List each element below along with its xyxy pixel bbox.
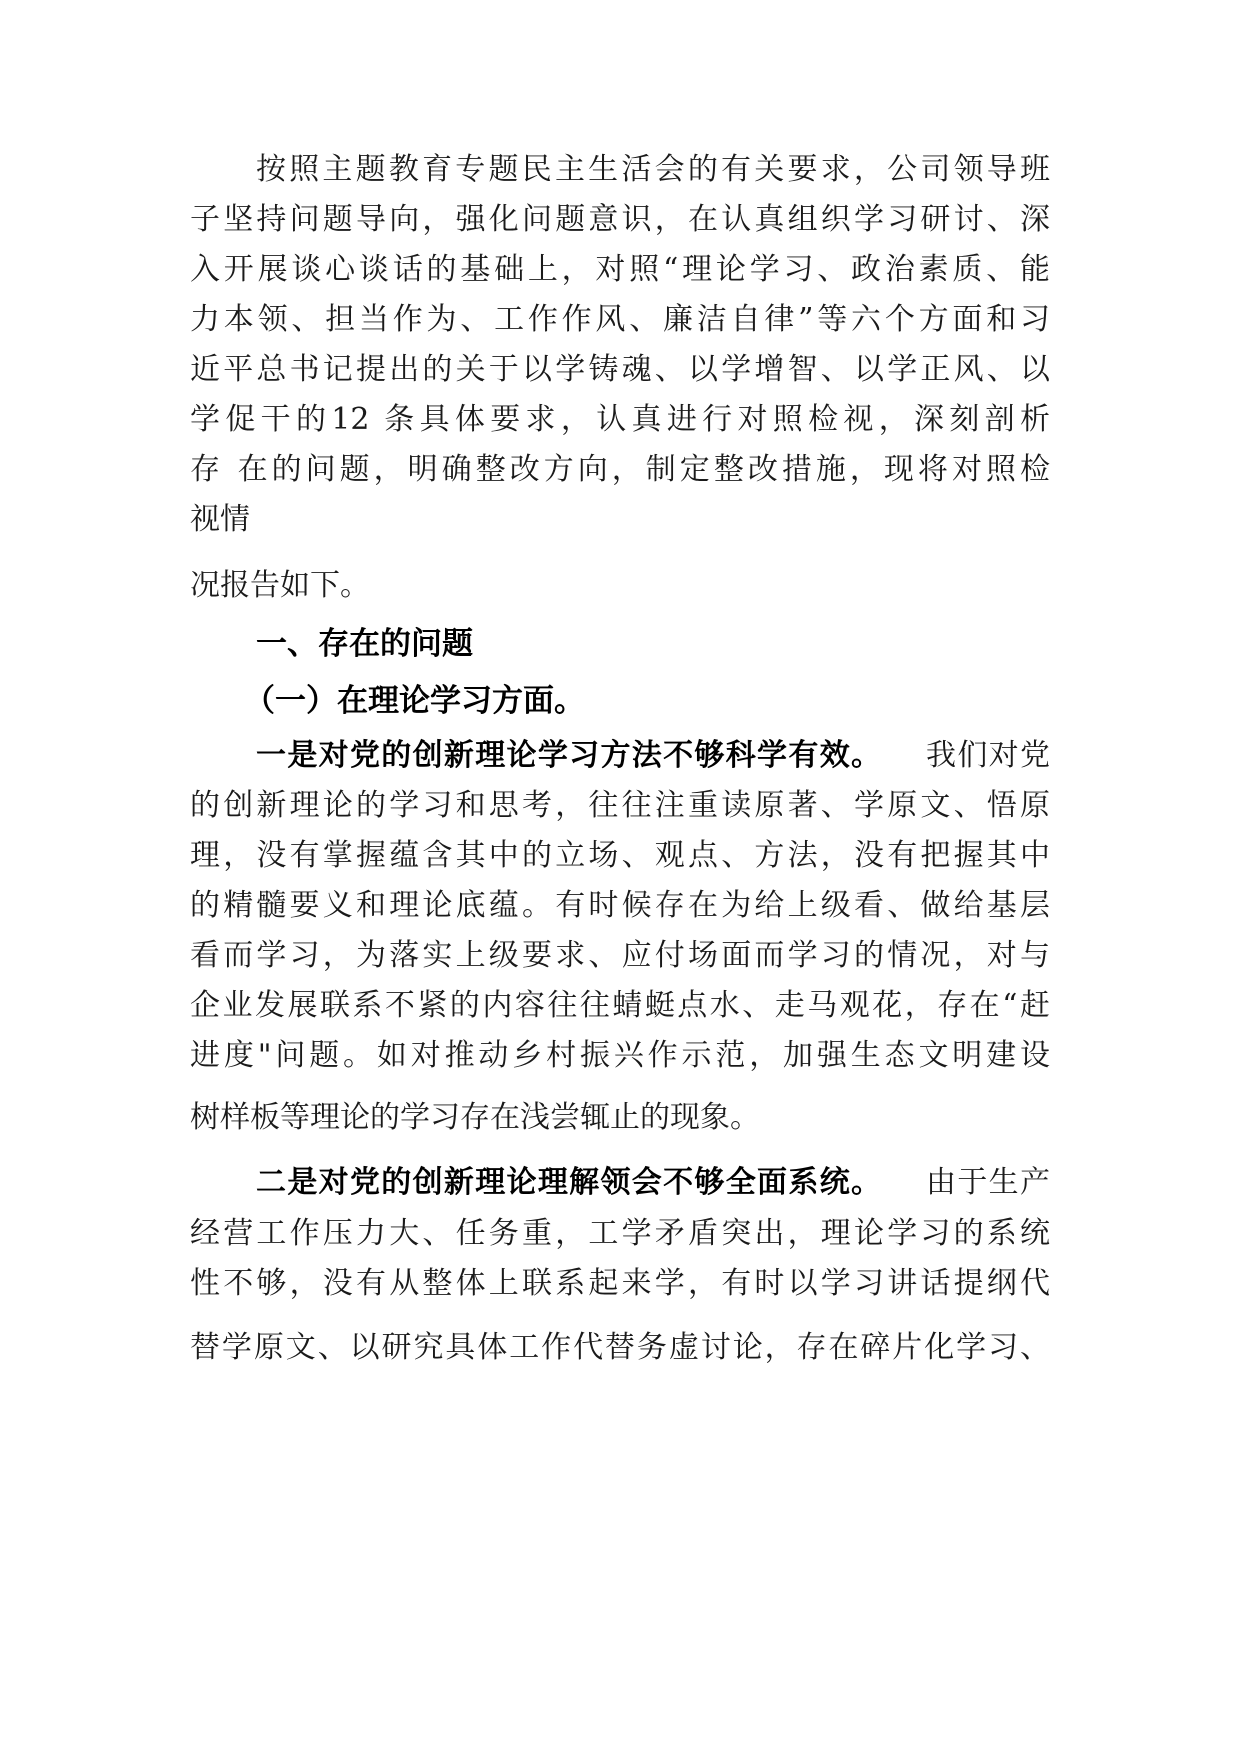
section-heading: 一、存在的问题 — [256, 626, 473, 662]
item1-first-tail: 我们对党 — [926, 738, 1050, 773]
item1-line-7: 进度"问题。如对推动乡村振兴作示范，加强生态文明建设 — [190, 1038, 1050, 1073]
item2-line-2: 经营工作压力大、任务重，工学矛盾突出，理论学习的系统 — [190, 1216, 1050, 1251]
item1-line-8: 树样板等理论的学习存在浅尝辄止的现象。 — [190, 1100, 760, 1135]
item1-line-6: 企业发展联系不紧的内容往往蜻蜓点水、走马观花，存在“赶 — [190, 988, 1050, 1023]
item2-first-tail: 由于生产 — [926, 1165, 1050, 1200]
item2-line-3: 性不够，没有从整体上联系起来学，有时以学习讲话提纲代 — [190, 1266, 1050, 1301]
intro-line-9: 况报告如下。 — [190, 568, 370, 603]
item2-line-4: 替学原文、以研究具体工作代替务虚讨论，存在碎片化学习、 — [190, 1330, 1050, 1365]
item2-lead: 二是对党的创新理论理解领会不够全面系统。 — [256, 1165, 883, 1200]
intro-line-7: 存 在的问题，明确整改方向，制定整改措施，现将对照检 — [190, 452, 1050, 487]
item1-first-line — [256, 736, 1050, 776]
intro-line-2: 子坚持问题导向，强化问题意识，在认真组织学习研讨、深 — [190, 202, 1050, 237]
subsection-heading: （一）在理论学习方面。 — [244, 683, 585, 719]
intro-line-1: 按照主题教育专题民主生活会的有关要求，公司领导班 — [256, 152, 1050, 187]
intro-line-3: 入开展谈心谈话的基础上，对照“理论学习、政治素质、能 — [190, 252, 1050, 287]
intro-line-6: 学促干的12 条具体要求，认真进行对照检视，深刻剖析 — [190, 402, 1050, 437]
item1-line-2: 的创新理论的学习和思考，往往注重读原著、学原文、悟原 — [190, 788, 1050, 823]
item1-line-3: 理，没有掌握蕴含其中的立场、观点、方法，没有把握其中 — [190, 838, 1050, 873]
intro-line-5: 近平总书记提出的关于以学铸魂、以学增智、以学正风、以 — [190, 352, 1050, 387]
intro-line-4: 力本领、担当作为、工作作风、廉洁自律”等六个方面和习 — [190, 302, 1050, 337]
item1-lead: 一是对党的创新理论学习方法不够科学有效。 — [256, 738, 883, 773]
intro-line-8: 视情 — [190, 502, 250, 537]
item1-line-4: 的精髓要义和理论底蕴。有时候存在为给上级看、做给基层 — [190, 888, 1050, 923]
item1-line-5: 看而学习，为落实上级要求、应付场面而学习的情况，对与 — [190, 938, 1050, 973]
item2-first-line — [256, 1163, 1050, 1203]
